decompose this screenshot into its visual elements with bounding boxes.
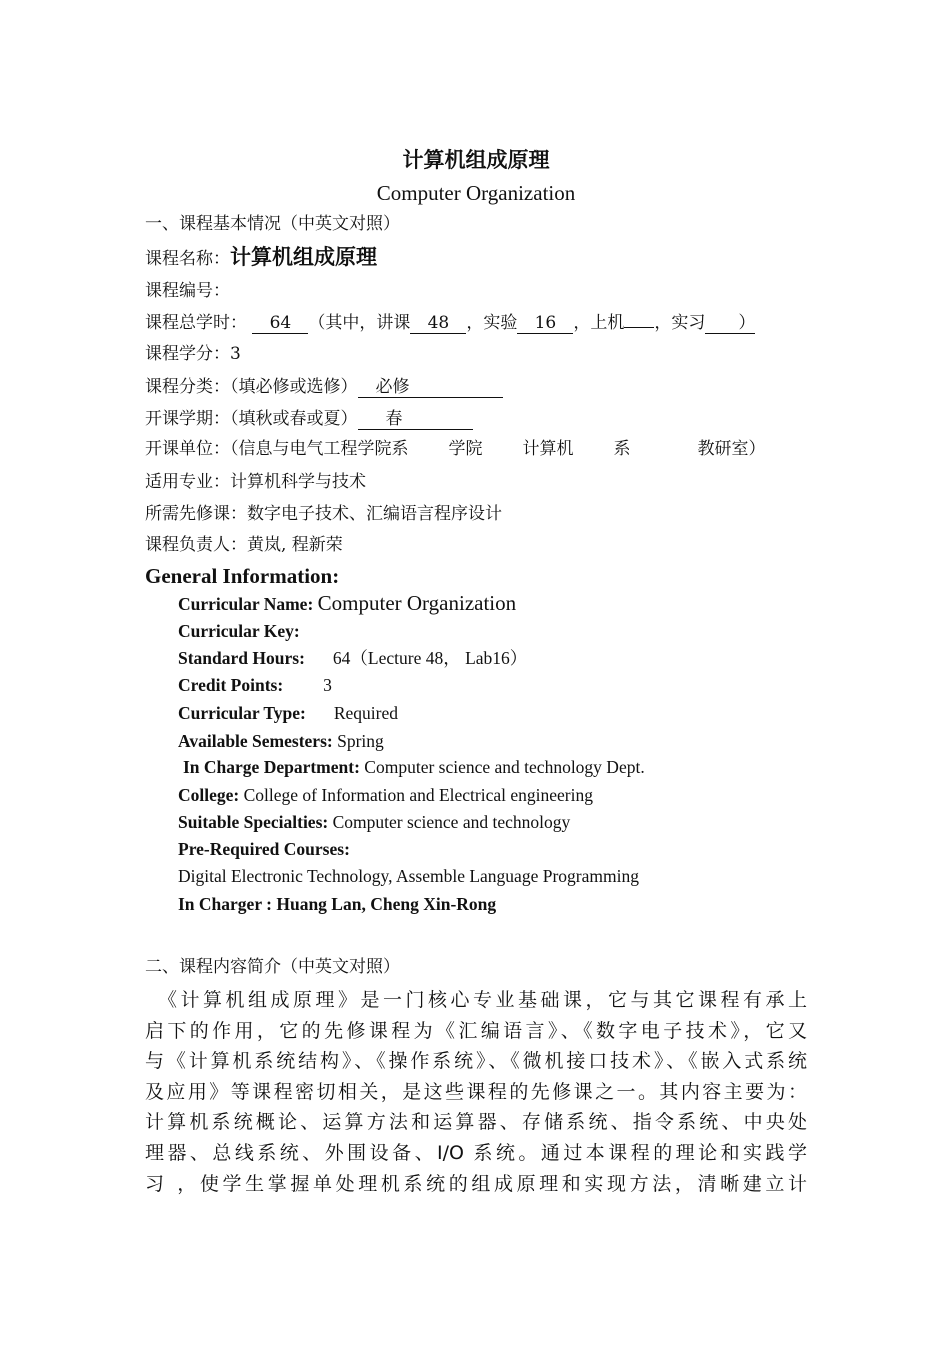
semester-label: 开课学期：（填秋或春或夏） (145, 409, 358, 429)
section1-heading: 一、课程基本情况（中英文对照） (145, 214, 400, 234)
suitable-specialties-label: Suitable Specialties: (178, 812, 329, 832)
credit-points-row (178, 673, 332, 697)
college-row (178, 783, 593, 807)
suitable-specialties-row (178, 810, 570, 834)
description-line: 计算机系统概论、运算方法和运算器、存储系统、指令系统、中央处 (145, 1111, 807, 1134)
course-description-paragraph (145, 985, 807, 1199)
unit-dept: 计算机 (522, 439, 574, 459)
curricular-key-row (178, 619, 300, 643)
major-row: 适用专业：计算机科学与技术 (145, 472, 366, 492)
category-label: 课程分类：（填必修或选修） (145, 377, 358, 397)
curricular-type-value: Required (333, 703, 398, 723)
in-charge-dept-row (183, 755, 645, 779)
credit-points-label: Credit Points: (178, 675, 284, 695)
prereq-row: 所需先修课：数字电子技术、汇编语言程序设计 (145, 504, 502, 524)
in-charger-text: In Charger : Huang Lan, Cheng Xin-Rong (178, 894, 497, 914)
curricular-name-label: Curricular Name: (178, 594, 314, 614)
course-code-row: 课程编号： (145, 281, 230, 301)
in-charger-row (178, 892, 496, 916)
available-semesters-label: Available Semesters: (178, 731, 333, 751)
course-hours-row (145, 311, 755, 335)
available-semesters-row (178, 729, 384, 753)
unit-office: 教研室） (697, 439, 766, 459)
in-charge-dept-value: Computer science and technology Dept. (364, 757, 645, 777)
description-line: 理器、总线系统、外围设备、I/O 系统。通过本课程的理论和实践学 (145, 1141, 807, 1164)
unit-dept-suffix: 系 (613, 439, 631, 459)
hours-label: 课程总学时： (145, 313, 247, 333)
general-info-heading: General Information: (145, 564, 340, 588)
description-line: 及应用》等课程密切相关，是这些课程的先修课之一。其内容主要为： (145, 1080, 807, 1103)
available-semesters-value: Spring (337, 731, 384, 751)
course-name-label: 课程名称： (145, 249, 230, 269)
description-line: 习 ，使学生掌握单处理机系统的组成原理和实现方法，清晰建立计 (145, 1172, 807, 1195)
hours-lab-prefix: ，实验 (466, 313, 518, 333)
semester-row (145, 407, 473, 431)
pre-required-label: Pre-Required Courses: (178, 839, 350, 859)
description-line: 启下的作用，它的先修课程为《汇编语言》、《数字电子技术》，它又 (145, 1019, 807, 1042)
standard-hours-value: 64（Lecture 48， Lab16） (332, 648, 528, 668)
curricular-type-label: Curricular Type: (178, 703, 306, 723)
curricular-key-label: Curricular Key: (178, 621, 300, 641)
suitable-specialties-value: Computer science and technology (332, 812, 571, 832)
hours-middle-prefix: （其中，讲课 (308, 313, 411, 333)
curricular-type-row (178, 701, 398, 725)
pre-required-value: Digital Electronic Technology, Assemble Language Programming (178, 866, 639, 886)
course-title-cn: 计算机组成原理 (402, 148, 550, 172)
credit-points-value: 3 (323, 675, 332, 695)
in-charge-dept-label: In Charge Department: (183, 757, 360, 777)
course-title-en: Computer Organization (376, 181, 576, 205)
hours-lab: 16 (517, 313, 573, 334)
credit-row: 课程学分：3 (145, 344, 241, 364)
college-label: College: (178, 785, 240, 805)
hours-lecture: 48 (410, 313, 466, 334)
hours-computer (624, 327, 654, 328)
hours-computer-prefix: ，上机 (573, 313, 625, 333)
college-value: College of Information and Electrical engineering (243, 785, 593, 805)
course-name-value: 计算机组成原理 (230, 245, 377, 269)
unit-label: 开课单位：（信息与电气工程学院系 (145, 439, 409, 459)
description-line: 与《计算机系统结构》、《操作系统》、《微机接口技术》、《嵌入式系统 (145, 1050, 807, 1073)
charger-row: 课程负责人：黄岚, 程新荣 (145, 535, 343, 555)
hours-practice-prefix: ，实习 (654, 313, 706, 333)
description-line: 《计算机组成原理》是一门核心专业基础课，它与其它课程有承上 (145, 989, 807, 1011)
course-name-row (145, 245, 377, 271)
category-row (145, 375, 503, 399)
pre-required-label-row (178, 837, 350, 861)
category-value: 必修 (358, 377, 503, 398)
unit-row (145, 437, 766, 461)
hours-total: 64 (252, 313, 308, 334)
semester-value: 春 (358, 409, 473, 430)
hours-practice-close: ） (705, 313, 755, 334)
section2-heading: 二、课程内容简介（中英文对照） (145, 957, 400, 977)
standard-hours-row (178, 646, 527, 670)
unit-college: 学院 (448, 439, 483, 459)
curricular-name-value: Computer Organization (317, 591, 517, 615)
curricular-name-row (178, 591, 516, 616)
standard-hours-label: Standard Hours: (178, 648, 305, 668)
